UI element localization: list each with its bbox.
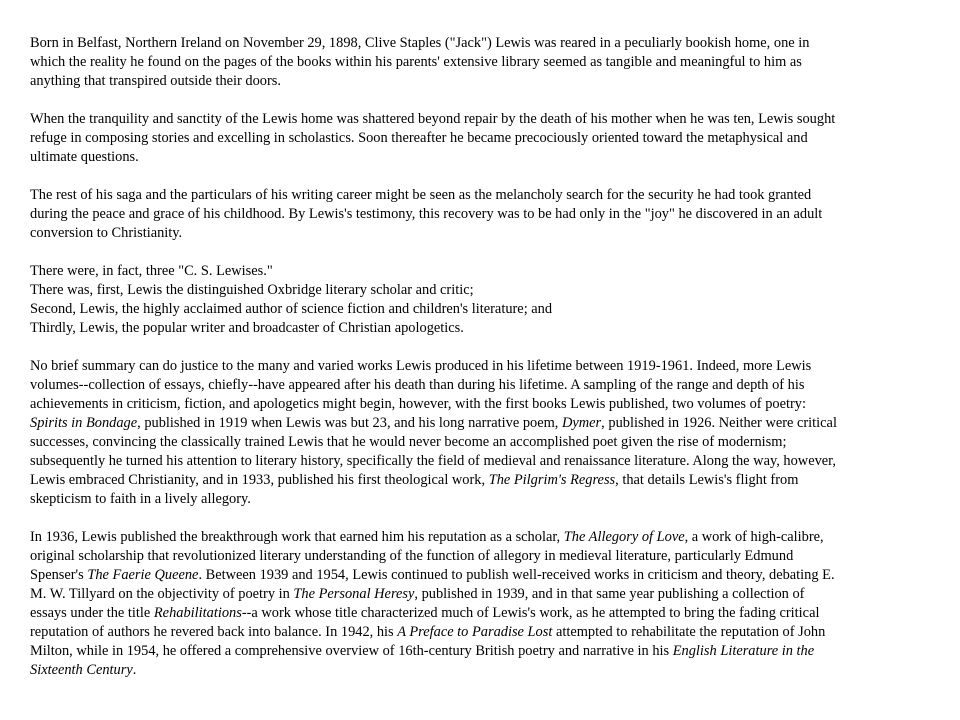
text-run: reputation of authors he revered back into balance. In 1942, his: [30, 624, 398, 640]
text-run: , a work of high-calibre,: [684, 529, 824, 545]
text-run: M. W. Tillyard on the objectivity of poetry in: [30, 586, 294, 602]
paragraph-allegory: [30, 528, 930, 680]
text-line: [30, 585, 930, 604]
text-line: [30, 281, 930, 300]
text-line: [30, 376, 930, 395]
text-line: [30, 642, 930, 661]
text-run: during the peace and grace of his childhood. By Lewis's testimony, this recovery was to be had only in the "joy" he discovered in an adult: [30, 206, 823, 222]
text-run: anything that transpired outside their doors.: [30, 73, 281, 89]
text-run: ultimate questions.: [30, 149, 139, 165]
text-run: which the reality he found on the pages of the books within his parents' extensive library seemed as tangible and meaningful to him as: [30, 54, 802, 70]
text-run: , published in 1926. Neither were critical: [601, 415, 837, 431]
text-run: . Between 1939 and 1954, Lewis continued to publish well-received works in criticism and theory, debating E.: [198, 567, 835, 583]
text-run: , that details Lewis's flight from: [615, 472, 799, 488]
text-run: No brief summary can do justice to the many and varied works Lewis produced in his lifetime between 1919-1961. Indeed, more Lewis: [30, 358, 812, 374]
italic-title: Dymer: [562, 415, 602, 431]
text-line: [30, 262, 930, 281]
italic-title: The Faerie Queene: [87, 567, 199, 583]
text-line: [30, 528, 930, 547]
italic-title: The Pilgrim's Regress: [488, 472, 616, 488]
text-line: [30, 224, 930, 243]
text-run: When the tranquility and sanctity of the Lewis home was shattered beyond repair by the death of his mother when he was ten, Lewis sought: [30, 111, 836, 127]
text-line: [30, 319, 930, 338]
text-line: [30, 623, 930, 642]
italic-title: Rehabilitations: [153, 605, 242, 621]
text-line: [30, 547, 930, 566]
text-run: There were, in fact, three "C. S. Lewises.": [30, 263, 273, 279]
paragraph-saga: [30, 186, 930, 243]
document-body: [30, 34, 930, 699]
text-run: original scholarship that revolutionized literary understanding of the function of allegory in medieval literature, particularly Edmund: [30, 548, 794, 564]
text-run: Born in Belfast, Northern Ireland on November 29, 1898, Clive Staples ("Jack") Lewis was reared in a peculiarly bookish home, one in: [30, 35, 810, 51]
text-line: [30, 205, 930, 224]
text-run: Milton, while in 1954, he offered a comprehensive overview of 16th-century British poetry and narrative in his: [30, 643, 673, 659]
text-run: Thirdly, Lewis, the popular writer and broadcaster of Christian apologetics.: [30, 320, 464, 336]
text-line: [30, 34, 930, 53]
text-line: [30, 490, 930, 509]
text-run: Spenser's: [30, 567, 88, 583]
text-line: [30, 566, 930, 585]
text-line: [30, 414, 930, 433]
text-run: refuge in composing stories and excelling in scholastics. Soon thereafter he became precociously oriented toward the metaphysical and: [30, 130, 808, 146]
text-run: Second, Lewis, the highly acclaimed author of science fiction and children's literature; and: [30, 301, 553, 317]
text-line: [30, 300, 930, 319]
text-line: [30, 604, 930, 623]
paragraph-birth: [30, 34, 930, 91]
text-run: attempted to rehabilitate the reputation of John: [552, 624, 826, 640]
text-run: , published in 1939, and in that same year publishing a collection of: [414, 586, 805, 602]
text-line: [30, 148, 930, 167]
text-line: [30, 72, 930, 91]
text-line: [30, 186, 930, 205]
text-run: subsequently he turned his attention to literary history, specifically the field of medieval and renaissance literature. Along the way, however,: [30, 453, 836, 469]
italic-title: Sixteenth Century: [30, 662, 133, 678]
text-run: successes, convincing the classically trained Lewis that he would never become an accomplished poet given the rise of modernism;: [30, 434, 787, 450]
text-line: [30, 53, 930, 72]
text-line: [30, 433, 930, 452]
text-run: skepticism to faith in a lively allegory.: [30, 491, 251, 507]
text-run: There was, first, Lewis the distinguished Oxbridge literary scholar and critic;: [30, 282, 474, 298]
italic-title: A Preface to Paradise Lost: [397, 624, 553, 640]
text-run: In 1936, Lewis published the breakthrough work that earned him his reputation as a scholar,: [30, 529, 564, 545]
paragraph-summary: [30, 357, 930, 509]
text-run: achievements in criticism, fiction, and apologetics might begin, however, with the first books Lewis published, two volumes of poetry:: [30, 396, 806, 412]
text-line: [30, 110, 930, 129]
text-line: [30, 471, 930, 490]
text-run: .: [132, 662, 137, 678]
text-run: Lewis embraced Christianity, and in 1933, published his first theological work,: [30, 472, 489, 488]
text-run: --a work whose title characterized much of Lewis's work, as he attempted to bring the fading critical: [241, 605, 820, 621]
italic-title: The Allegory of Love: [563, 529, 685, 545]
text-line: [30, 452, 930, 471]
text-run: volumes--collection of essays, chiefly--have appeared after his death than during his lifetime. A sampling of the range and depth of his: [30, 377, 805, 393]
text-run: The rest of his saga and the particulars of his writing career might be seen as the melancholy search for the security he had took granted: [30, 187, 812, 203]
text-run: essays under the title: [30, 605, 154, 621]
text-line: [30, 129, 930, 148]
paragraph-tranquility: [30, 110, 930, 167]
italic-title: The Personal Heresy: [293, 586, 415, 602]
text-run: , published in 1919 when Lewis was but 23, and his long narrative poem,: [137, 415, 562, 431]
text-run: conversion to Christianity.: [30, 225, 183, 241]
text-line: [30, 661, 930, 680]
italic-title: Spirits in Bondage: [30, 415, 138, 431]
italic-title: English Literature in the: [672, 643, 815, 659]
paragraph-three-lewises: [30, 262, 930, 338]
text-line: [30, 395, 930, 414]
text-line: [30, 357, 930, 376]
